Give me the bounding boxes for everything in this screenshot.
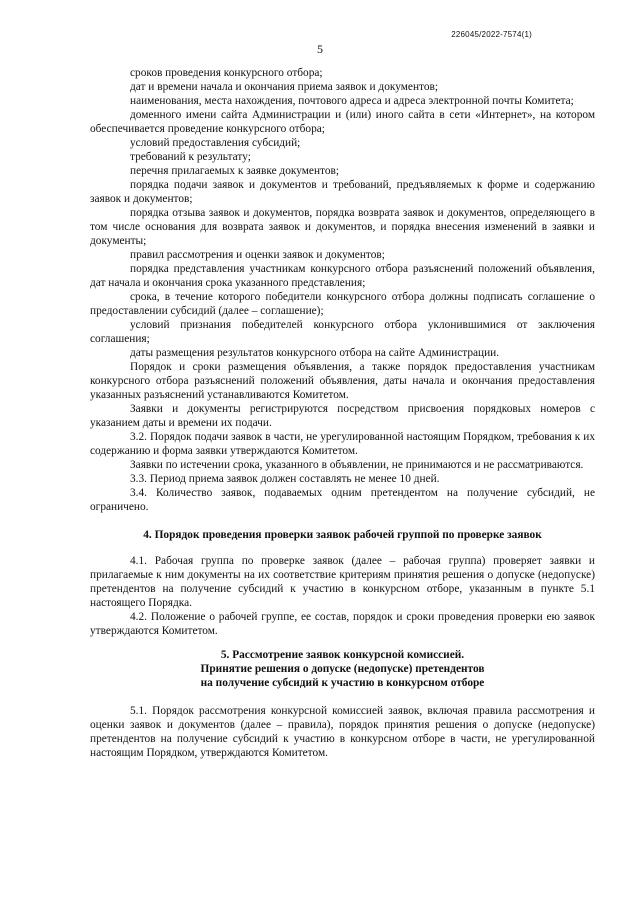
paragraph: доменного имени сайта Администрации и (или) иного сайта в сети «Интернет», на котором обеспечивается проведение конкурсного отбора; xyxy=(90,109,595,135)
paragraph: 3.2. Порядок подачи заявок в части, не урегулированной настоящим Порядком, требования к их содержанию и форма заявки утверждаются Комитетом. xyxy=(90,431,595,457)
paragraph: наименования, места нахождения, почтового адреса и адреса электронной почты Комитета; xyxy=(130,95,574,107)
paragraph: Порядок и сроки размещения объявления, а также порядок предоставления участникам конкурсного отбора разъяснений положений объявления, даты начала и окончания предоставления указанных разъяснений устанавливаются Комитетом. xyxy=(90,361,595,401)
paragraph: правил рассмотрения и оценки заявок и документов; xyxy=(130,249,385,261)
paragraph: 4.1. Рабочая группа по проверке заявок (далее – рабочая группа) проверяет заявки и прилагаемые к ним документы на их соответствие критериям принятия решения о допуске (недопуске) претендентов на получение субсидий к участию в конкурсном отборе, указанным в пункте 5.1 настоящего Порядка. xyxy=(90,555,595,609)
section-5-heading-line: на получение субсидий к участию в конкурсном отборе xyxy=(200,677,485,689)
paragraph: перечня прилагаемых к заявке документов; xyxy=(130,165,340,177)
section-5-heading-line: Принятие решения о допуске (недопуске) претендентов xyxy=(200,663,485,675)
paragraph: даты размещения результатов конкурсного отбора на сайте Администрации. xyxy=(130,347,500,359)
paragraph: порядка подачи заявок и документов и требований, предъявляемых к форме и содержанию заявок и документов; xyxy=(90,179,595,205)
paragraph: порядка отзыва заявок и документов, порядка возврата заявок и документов, определяющего в том числе основания для возврата заявок и документов, и порядка внесения изменений в заявки и документы; xyxy=(90,207,595,247)
paragraph: Заявки по истечении срока, указанного в объявлении, не принимаются и не рассматриваются. xyxy=(130,459,584,471)
paragraph: срока, в течение которого победители конкурсного отбора должны подписать соглашение о предоставлении субсидий (далее – соглашение); xyxy=(90,291,595,317)
paragraph: порядка представления участникам конкурсного отбора разъяснений положений объявления, дат начала и окончания срока указанного представления; xyxy=(90,263,595,289)
paragraph: условий предоставления субсидий; xyxy=(130,137,301,149)
paragraph: 4.2. Положение о рабочей группе, ее состав, порядок и сроки проведения проверки ею заявок утверждаются Комитетом. xyxy=(90,611,595,637)
paragraph: условий признания победителей конкурсного отбора уклонившимися от заключения соглашения; xyxy=(90,319,595,345)
section-5-heading-line: 5. Рассмотрение заявок конкурсной комиссией. xyxy=(220,649,465,661)
section-4-heading: 4. Порядок проведения проверки заявок рабочей группой по проверке заявок xyxy=(143,529,542,541)
document-id: 226045/2022-7574(1) xyxy=(451,30,532,39)
paragraph: дат и времени начала и окончания приема заявок и документов; xyxy=(130,81,439,93)
page-number: 5 xyxy=(317,42,323,56)
paragraph: 3.3. Период приема заявок должен составлять не менее 10 дней. xyxy=(130,473,440,485)
paragraph: требований к результату; xyxy=(130,151,251,163)
paragraph: 5.1. Порядок рассмотрения конкурсной комиссией заявок, включая правила рассмотрения и оценки заявок и документов (далее – правила), порядок принятия решения о допуске (недопуске) претендентов на получение субсидий к участию в конкурсном отборе в части, не урегулированной настоящим Порядком, утверждаются Комитетом. xyxy=(90,705,595,759)
document-body xyxy=(90,66,595,760)
section-5-heading xyxy=(90,648,595,690)
paragraph: Заявки и документы регистрируются посредством присвоения порядковых номеров с указанием даты и времени их подачи. xyxy=(90,403,595,429)
paragraph: 3.4. Количество заявок, подаваемых одним претендентом на получение субсидий, не ограничено. xyxy=(90,487,595,513)
paragraph: сроков проведения конкурсного отбора; xyxy=(130,67,323,79)
